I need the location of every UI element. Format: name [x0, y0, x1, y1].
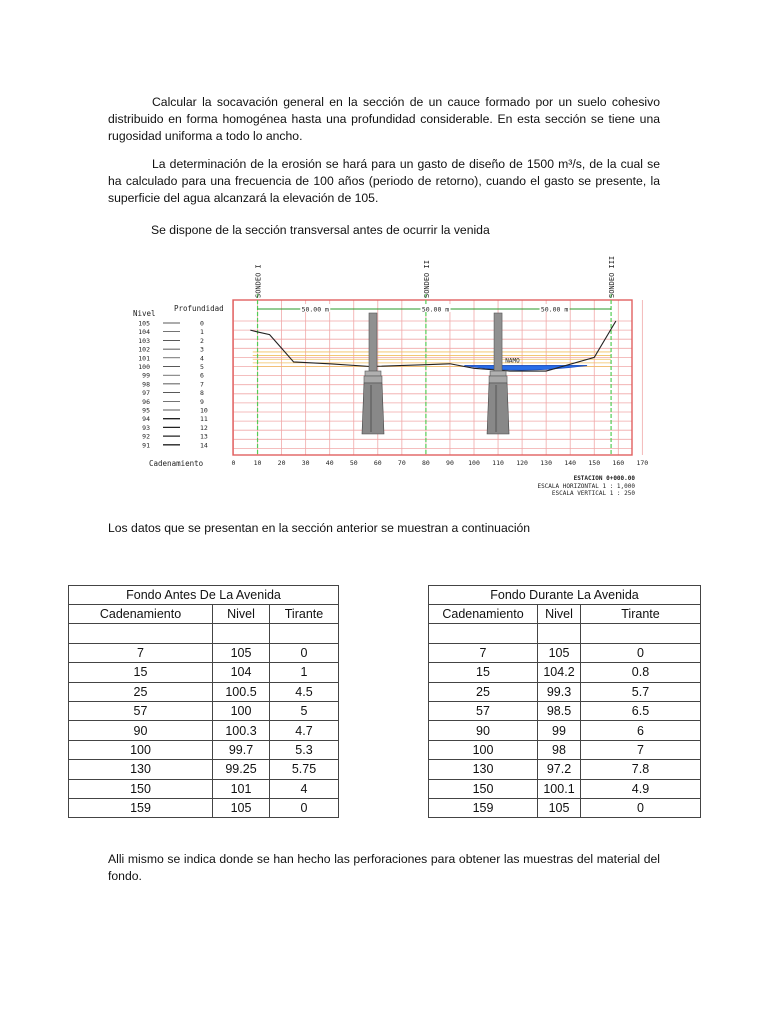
pier-footing	[364, 376, 382, 383]
cadenamiento-tick-label: 100	[468, 459, 480, 467]
table-body	[69, 643, 339, 818]
pier-layer	[362, 313, 509, 434]
profundidad-value: 2	[200, 336, 204, 345]
sondeo-label: SONDEO III	[608, 255, 617, 298]
table-cell: 90	[69, 721, 213, 740]
table-fondo-durante	[428, 585, 701, 818]
nivel-value: 100	[138, 363, 150, 371]
cadenamiento-tick-label: 70	[397, 459, 406, 467]
dimension-label: 50.00 m	[301, 305, 329, 314]
table-cell: 7	[581, 740, 701, 759]
column-header: Tirante	[581, 605, 701, 624]
table-cell: 104	[213, 663, 270, 682]
table-cell: 105	[213, 643, 270, 662]
nivel-value: 93	[142, 423, 150, 432]
empty-cell	[69, 624, 213, 643]
table-body	[429, 643, 701, 818]
table-title: Fondo Antes De La Avenida	[69, 586, 339, 605]
profundidad-value: 8	[200, 389, 204, 398]
table-cell: 100.1	[538, 779, 581, 798]
sondeo-label: SONDEO II	[422, 260, 431, 298]
table-cell: 104.2	[538, 663, 581, 682]
table-cell: 159	[69, 798, 213, 817]
table-row	[69, 721, 339, 740]
cadenamiento-tick-label: 140	[564, 459, 577, 467]
table-cell: 99.3	[538, 682, 581, 701]
table-row	[429, 701, 701, 720]
table-cell: 105	[538, 798, 581, 817]
pier-column	[369, 313, 377, 375]
table-cell: 4.9	[581, 779, 701, 798]
table-cell: 7.8	[581, 760, 701, 779]
nivel-value: 95	[142, 406, 150, 415]
profundidad-value: 5	[200, 363, 204, 371]
label-layer	[133, 256, 648, 497]
cadenamiento-tick-label: 0	[231, 459, 236, 467]
table-cell: 130	[69, 760, 213, 779]
table-cell: 7	[69, 643, 213, 662]
nivel-value: 96	[142, 397, 150, 406]
table-cell: 100	[213, 701, 270, 720]
cadenamiento-tick-label: 50	[349, 459, 358, 467]
profundidad-value: 1	[200, 328, 204, 337]
table-row	[69, 779, 339, 798]
table-cell: 99	[538, 721, 581, 740]
table-cell: 4.5	[270, 682, 339, 701]
profundidad-value: 0	[200, 319, 204, 328]
nivel-value: 91	[142, 441, 150, 450]
table-cell: 100	[429, 740, 538, 759]
nivel-value: 94	[142, 415, 150, 424]
profundidad-value: 6	[200, 371, 204, 380]
nivel-value: 92	[142, 432, 150, 441]
table-cell: 101	[213, 779, 270, 798]
table-cell: 5.3	[270, 740, 339, 759]
pier-pile	[362, 383, 384, 434]
pier-column	[494, 313, 502, 375]
empty-cell	[538, 624, 581, 643]
cadenamiento-tick-label: 130	[540, 459, 553, 467]
table-row	[429, 760, 701, 779]
table-cell: 5.7	[581, 682, 701, 701]
nivel-value: 103	[138, 336, 150, 345]
cadenamiento-tick-label: 20	[277, 459, 286, 467]
column-header: Tirante	[270, 605, 339, 624]
table-cell: 99.7	[213, 740, 270, 759]
column-header: Nivel	[538, 605, 581, 624]
table-row	[429, 721, 701, 740]
nivel-value: 98	[142, 380, 150, 389]
nivel-value: 102	[138, 345, 150, 354]
intro-paragraph-2: La determinación de la erosión se hará para un gasto de diseño de 1500 m³/s, de la cual se ha calculado para una frecuencia de 100 años (periodo de retorno), cuando el gasto se presente, la superficie del agua alcanzará la elevación de 105.	[108, 157, 660, 205]
table-cell: 25	[429, 682, 538, 701]
profundidad-value: 14	[200, 441, 208, 450]
cadenamiento-tick-label: 150	[588, 459, 601, 467]
cadenamiento-tick-label: 80	[421, 459, 430, 467]
table-cell: 0	[581, 798, 701, 817]
closing-paragraph: Alli mismo se indica donde se han hecho las perforaciones para obtener las muestras del material del fondo.	[108, 852, 660, 883]
escala-horizontal-label: ESCALA HORIZONTAL 1 : 1,000	[537, 483, 635, 490]
profundidad-value: 4	[200, 354, 204, 363]
table-cell: 98	[538, 740, 581, 759]
empty-cell	[581, 624, 701, 643]
tables-caption: Los datos que se presentan en la sección anterior se muestran a continuación	[108, 521, 531, 535]
table-cell: 0.8	[581, 663, 701, 682]
estacion-label: ESTACION 0+000.00	[573, 475, 635, 482]
nivel-value: 101	[138, 354, 150, 363]
cadenamiento-tick-label: 30	[301, 459, 310, 467]
intro-paragraph-3: Se dispone de la sección transversal antes de ocurrir la venida	[151, 223, 490, 237]
table-cell: 130	[429, 760, 538, 779]
cadenamiento-tick-label: 10	[253, 459, 262, 467]
profile-layer	[250, 321, 616, 371]
cadenamiento-tick-label: 110	[492, 459, 504, 467]
table-row	[429, 643, 701, 662]
table-cell: 1	[270, 663, 339, 682]
table-row	[69, 760, 339, 779]
sondeo-label: SONDEO I	[254, 264, 263, 298]
table-row	[69, 798, 339, 817]
table-row	[69, 643, 339, 662]
profundidad-value: 13	[200, 432, 208, 441]
table-row	[69, 701, 339, 720]
table-row	[429, 798, 701, 817]
profundidad-value: 12	[200, 423, 208, 432]
empty-cell	[429, 624, 538, 643]
table-cell: 6.5	[581, 701, 701, 720]
nivel-value: 99	[142, 371, 150, 380]
dimension-label: 50.00 m	[421, 305, 450, 314]
cadenamiento-tick-label: 40	[325, 459, 334, 467]
table-cell: 150	[69, 779, 213, 798]
table-row	[69, 682, 339, 701]
profundidad-value: 9	[200, 397, 204, 406]
table-cell: 159	[429, 798, 538, 817]
table-cell: 15	[69, 663, 213, 682]
table-cell: 98.5	[538, 701, 581, 720]
table-cell: 105	[538, 643, 581, 662]
table-cell: 99.25	[213, 760, 270, 779]
pier-pile	[487, 383, 509, 434]
table-cell: 25	[69, 682, 213, 701]
table-cell: 4.7	[270, 721, 339, 740]
table-cell: 0	[270, 643, 339, 662]
cadenamiento-tick-label: 160	[612, 459, 625, 467]
pier-footing	[489, 376, 507, 383]
empty-cell	[213, 624, 270, 643]
table-cell: 15	[429, 663, 538, 682]
table-row	[429, 779, 701, 798]
table-cell: 5	[270, 701, 339, 720]
pier-cap	[365, 371, 381, 376]
nivel-value: 104	[138, 328, 150, 337]
profundidad-value: 11	[200, 415, 208, 424]
table-cell: 105	[213, 798, 270, 817]
profundidad-value: 3	[200, 345, 204, 354]
table-row	[69, 663, 339, 682]
table-cell: 100	[69, 740, 213, 759]
grid	[233, 294, 642, 455]
cadenamiento-tick-label: 90	[446, 459, 454, 467]
cadenamiento-tick-label: 60	[373, 459, 382, 467]
table-cell: 97.2	[538, 760, 581, 779]
nivel-value: 105	[138, 319, 150, 328]
profundidad-value: 10	[200, 406, 208, 415]
cadenamiento-label: Cadenamiento	[149, 459, 204, 468]
terrain-profile	[250, 321, 616, 371]
table-cell: 57	[429, 701, 538, 720]
table-fondo-antes	[68, 585, 339, 818]
table-cell: 150	[429, 779, 538, 798]
dimension-label: 50.00 m	[540, 305, 569, 314]
table-row	[429, 740, 701, 759]
column-header: Cadenamiento	[69, 605, 213, 624]
table-cell: 0	[270, 798, 339, 817]
table-cell: 57	[69, 701, 213, 720]
table-cell: 5.75	[270, 760, 339, 779]
table-row	[429, 682, 701, 701]
table-cell: 100.5	[213, 682, 270, 701]
chart-frame	[233, 300, 632, 455]
table-cell: 100.3	[213, 721, 270, 740]
table-row	[69, 740, 339, 759]
column-header: Nivel	[213, 605, 270, 624]
table-title: Fondo Durante La Avenida	[429, 586, 701, 605]
table-cell: 7	[429, 643, 538, 662]
profundidad-value: 7	[200, 380, 204, 389]
pier-cap	[490, 371, 506, 376]
nivel-header: Nivel	[133, 309, 156, 318]
column-header: Cadenamiento	[429, 605, 538, 624]
empty-cell	[270, 624, 339, 643]
table-row	[429, 663, 701, 682]
table-cell: 90	[429, 721, 538, 740]
table-cell: 0	[581, 643, 701, 662]
table-cell: 4	[270, 779, 339, 798]
nivel-value: 97	[142, 389, 150, 398]
cadenamiento-tick-label: 120	[516, 459, 528, 467]
namo-label: NAMO	[505, 357, 520, 365]
profundidad-header: Profundidad	[174, 304, 224, 313]
escala-vertical-label: ESCALA VERTICAL 1 : 250	[551, 490, 635, 497]
intro-paragraph-1: Calcular la socavación general en la sección de un cauce formado por un suelo cohesivo distribuido en forma homogénea hasta una profundidad considerable. En esta sección se tiene una rugosidad uniforma a todo lo ancho.	[108, 95, 660, 143]
cadenamiento-tick-label: 170	[636, 459, 649, 467]
table-cell: 6	[581, 721, 701, 740]
